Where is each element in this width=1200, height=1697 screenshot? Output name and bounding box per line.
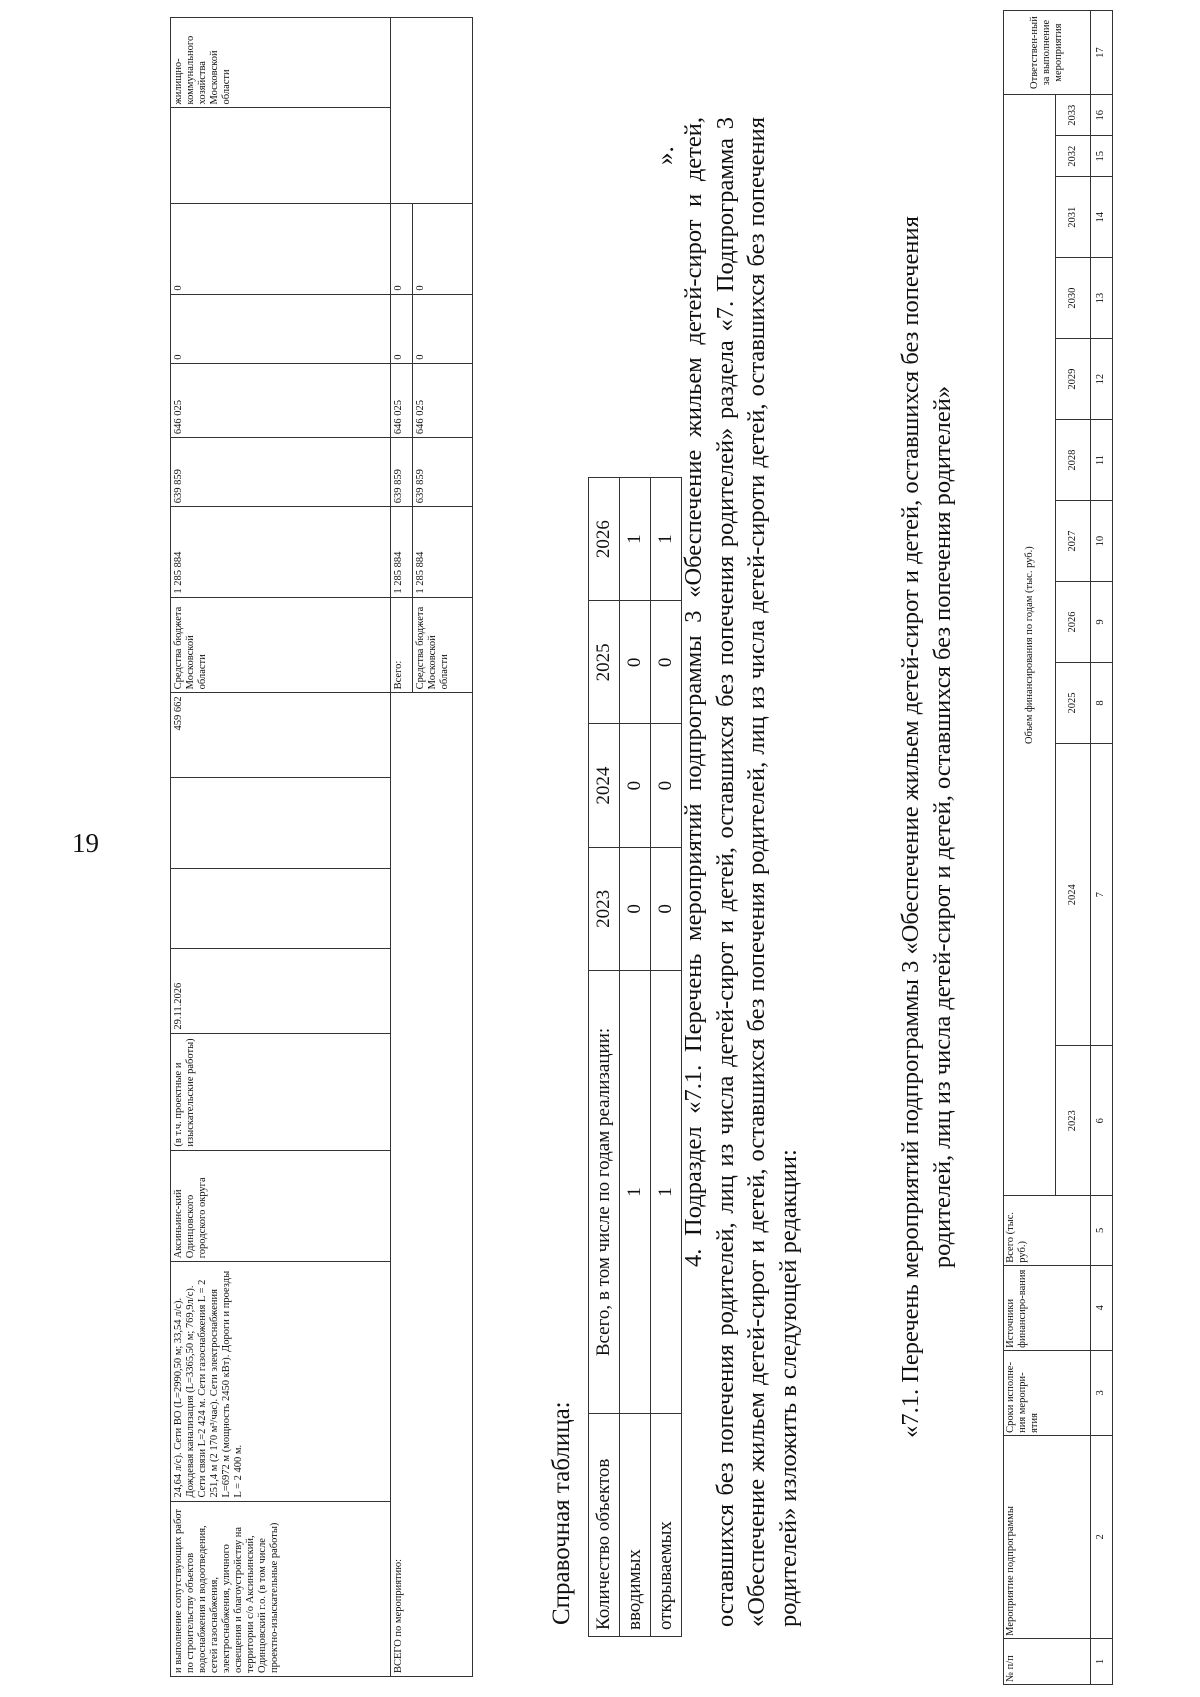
ref-header-cell: 2023 [589, 847, 620, 970]
total-value: 1 285 884 [391, 507, 413, 597]
ref-cell: 0 [651, 847, 682, 970]
desc-cell: Средства бюджета Московской области [171, 597, 391, 693]
desc-cell: 639 859 [171, 438, 391, 507]
col-number: 4 [1090, 1265, 1112, 1350]
col-number: 1 [1090, 1638, 1112, 1684]
ref-cell: 1 [651, 478, 682, 601]
total-value: 646 025 [413, 363, 473, 437]
total-source: Средства бюджета Московской области [413, 597, 473, 693]
col-number: 3 [1090, 1350, 1112, 1435]
ref-cell: 0 [651, 724, 682, 847]
desc-cell: 24,64 л/с). Сети ВО (L=2990,50 м; 33,54 л/с). Дождевая канализация (L=3365,50 м; 769,9л/с). Сети связи L=2 424 м. Сети газоснабжения L = 2 251,4 м (2 170 м³/час). Сети электроснабжения L=6972 м (мощность 2450 кВт). Дороги и проезды L = 2 400 м. [171, 1262, 391, 1501]
h-year: 2033 [1056, 95, 1090, 136]
ref-cell: 1 [620, 971, 651, 1414]
desc-cell: жилищно-коммунального хозяйства Московской области [171, 18, 391, 109]
total-value: 1 285 884 [413, 507, 473, 597]
total-value: 0 [391, 204, 413, 294]
h-year: 2032 [1056, 136, 1090, 177]
total-value: 639 859 [413, 438, 473, 507]
col-number: 7 [1090, 743, 1112, 1045]
measures-table [1003, 10, 1113, 1685]
quote-close: ». [652, 146, 679, 165]
ref-header-cell: Всего, в том числе по годам реализации: [589, 971, 620, 1414]
upper-measures-table [170, 17, 473, 1677]
total-source: Всего: [391, 597, 413, 693]
h-year: 2027 [1056, 501, 1090, 582]
h-num: № п/п [1004, 1638, 1091, 1684]
reference-table [588, 477, 682, 1637]
desc-cell: и выполнение сопутствующих работ по строительству объектов водоснабжения и водоотведения, сетей газоснабжения, электроснабжения, уличного освещения и благоустройству на территории с/о Аксиньинский, Одинцовский г.о. (в том числе проектно-изыскательные работы) [171, 1501, 391, 1676]
ref-header-cell: Количество объектов [589, 1414, 620, 1637]
desc-cell: 29.11.2026 [171, 948, 391, 1033]
total-value: 0 [413, 204, 473, 294]
h-year: 2029 [1056, 339, 1090, 420]
h-year: 2030 [1056, 258, 1090, 339]
desc-cell: 0 [171, 204, 391, 294]
amendment-paragraph [678, 117, 804, 1627]
h-year: 2026 [1056, 582, 1090, 663]
desc-cell: Аксиньинс-кий Одинцовского городского округа [171, 1150, 391, 1262]
col-number: 17 [1090, 11, 1112, 95]
ref-cell: 0 [620, 601, 651, 724]
desc-cell: (в т.ч. проектные и изыскательские работы) [171, 1033, 391, 1150]
ref-row-label: открываемых [651, 1414, 682, 1637]
ref-row-label: вводимых [620, 1414, 651, 1637]
col-number: 2 [1090, 1435, 1112, 1638]
ref-header-cell: 2026 [589, 478, 620, 601]
section-heading: «7.1. Перечень мероприятий подпрограммы 3 «Обеспечение жильем детей-сирот и детей, оставшихся без попечения родителей, лиц из числа детей-сирот и детей, оставшихся без попечения родителей» [897, 216, 956, 1438]
total-value: 639 859 [391, 438, 413, 507]
col-number: 6 [1090, 1046, 1112, 1196]
desc-cell: 646 025 [171, 363, 391, 437]
page-number: 19 [72, 828, 99, 858]
h-responsible: Ответствен-ный за выполнение мероприятия [1004, 11, 1091, 95]
total-value: 0 [413, 294, 473, 363]
desc-cell: 1 285 884 [171, 507, 391, 597]
col-number: 8 [1090, 663, 1112, 744]
ref-header-cell: 2025 [589, 601, 620, 724]
ref-cell: 1 [651, 971, 682, 1414]
total-value: 0 [391, 294, 413, 363]
ref-cell: 1 [620, 478, 651, 601]
h-volume: Объем финансирования по годам (тыс. руб.) [1004, 95, 1056, 1196]
amendment-text: 4. Подраздел «7.1. Перечень мероприятий подпрограммы 3 «Обеспечение жильем детей-сирот и детей, оставшихся без попечения родителей, лиц из числа детей-сирот и детей, оставшихся без попечения родителей» раздела «7. Подпрограмма 3 «Обеспечение жильем детей-сирот и детей, оставшихся без попечения родителей, лиц из числа детей-сироти детей, оставшихся без попечения родителей» изложить в следующей редакции: [680, 117, 802, 1627]
col-number: 5 [1090, 1196, 1112, 1266]
desc-cell: 459 662 [171, 693, 391, 778]
desc-cell [171, 868, 391, 948]
total-empty [391, 18, 473, 204]
ref-cell: 0 [620, 847, 651, 970]
total-label: ВСЕГО по мероприятию: [391, 693, 473, 1677]
col-number: 11 [1090, 420, 1112, 501]
col-number: 10 [1090, 501, 1112, 582]
h-terms: Сроки исполне-ния меропри-ятия [1004, 1350, 1091, 1435]
desc-cell: 0 [171, 294, 391, 363]
h-year: 2028 [1056, 420, 1090, 501]
col-number: 16 [1090, 95, 1112, 136]
col-number: 12 [1090, 339, 1112, 420]
h-year: 2031 [1056, 177, 1090, 258]
h-measure: Мероприятие подпрограммы [1004, 1435, 1091, 1638]
ref-header-cell: 2024 [589, 724, 620, 847]
col-number: 13 [1090, 258, 1112, 339]
col-number: 14 [1090, 177, 1112, 258]
col-number: 9 [1090, 582, 1112, 663]
h-sources: Источники финансиро-вания [1004, 1265, 1091, 1350]
ref-cell: 0 [651, 601, 682, 724]
total-value: 646 025 [391, 363, 413, 437]
h-year: 2023 [1056, 1046, 1090, 1196]
h-total: Всего (тыс. руб.) [1004, 1196, 1091, 1266]
col-number: 15 [1090, 136, 1112, 177]
reference-table-title: Справочная таблица: [548, 1401, 575, 1625]
h-year: 2024 [1056, 743, 1090, 1045]
desc-cell [171, 108, 391, 204]
desc-cell [171, 778, 391, 868]
ref-cell: 0 [620, 724, 651, 847]
h-year: 2025 [1056, 663, 1090, 744]
